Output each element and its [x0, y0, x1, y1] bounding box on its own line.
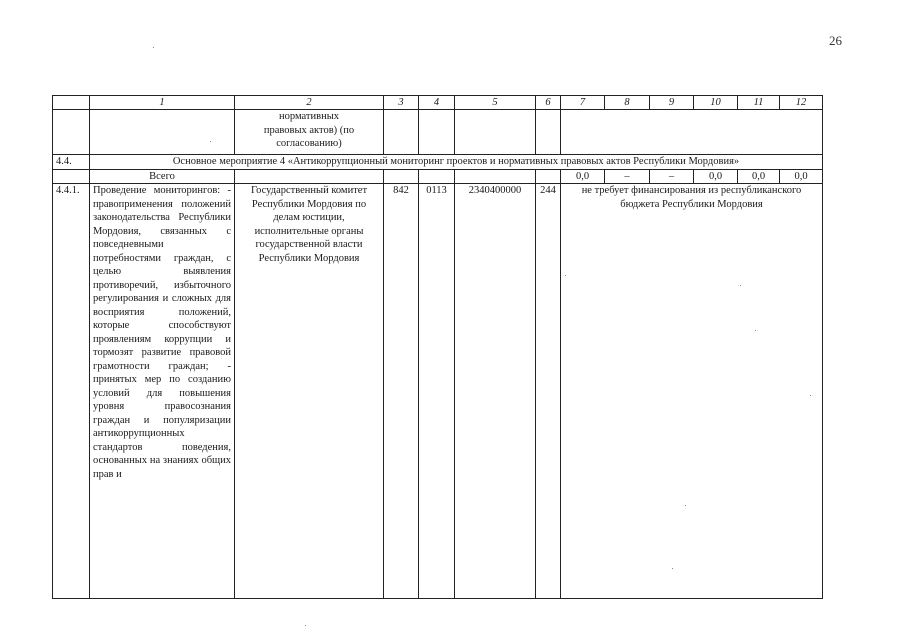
- total-row: [53, 169, 823, 184]
- cell: [536, 169, 561, 184]
- total-value: 0,0: [780, 169, 823, 184]
- cell: [419, 110, 455, 155]
- continuation-row: [53, 110, 823, 155]
- cell: [53, 169, 90, 184]
- header-cell: 3: [384, 96, 419, 110]
- scan-speck: [672, 568, 673, 569]
- header-cell: 4: [419, 96, 455, 110]
- cell: [235, 169, 384, 184]
- executor-continuation: нормативных правовых актов) (по согласованию): [235, 110, 384, 155]
- scan-speck: [755, 330, 756, 331]
- section-number: 4.4.: [53, 155, 90, 170]
- cell: [561, 110, 823, 155]
- item-vr: 244: [536, 184, 561, 599]
- total-value: 0,0: [694, 169, 738, 184]
- header-cell: 10: [694, 96, 738, 110]
- header-cell: 9: [650, 96, 694, 110]
- scan-speck: [565, 275, 566, 276]
- item-executor: Государственный комитет Республики Мордовия по делам юстиции, исполнительные органы государственной власти Республики Мордовия: [235, 184, 384, 599]
- scan-speck: [685, 505, 686, 506]
- section-title: Основное мероприятие 4 «Антикоррупционный мониторинг проектов и нормативных правовых актов Республики Мордовия»: [90, 155, 823, 170]
- item-csr: 2340400000: [455, 184, 536, 599]
- program-table: [52, 95, 823, 599]
- scan-speck: [210, 141, 211, 142]
- total-value: –: [605, 169, 650, 184]
- header-cell: 2: [235, 96, 384, 110]
- item-grbs: 842: [384, 184, 419, 599]
- cell: [384, 169, 419, 184]
- header-cell: 11: [738, 96, 780, 110]
- total-value: 0,0: [561, 169, 605, 184]
- header-cell: 1: [90, 96, 235, 110]
- header-cell: 6: [536, 96, 561, 110]
- cell: [90, 110, 235, 155]
- header-cell: [53, 96, 90, 110]
- scan-speck: [740, 285, 741, 286]
- cell: [455, 169, 536, 184]
- page-number: 26: [829, 33, 842, 48]
- total-value: –: [650, 169, 694, 184]
- item-number: 4.4.1.: [53, 184, 90, 599]
- header-cell: 12: [780, 96, 823, 110]
- cell: [53, 110, 90, 155]
- total-value: 0,0: [738, 169, 780, 184]
- item-row: [53, 184, 823, 599]
- header-row: [53, 96, 823, 110]
- cell: [384, 110, 419, 155]
- scan-speck: [153, 47, 154, 48]
- item-name: Проведение мониторингов: - правоприменения положений законодательства Республики Мордовия, связанных с повседневными потребностями граждан, с целью выявления противоречий, избыточного регулирования и сложных для восприятия положений, которые способствуют проявлениям коррупции и тормозят развитие правовой грамотности граждан; - принятых мер по созданию условий для повышения уровня правосознания граждан и популяризации антикоррупционных стандартов поведения, основанных на знаниях общих прав и: [90, 184, 235, 599]
- item-financing: не требует финансирования из республиканского бюджета Республики Мордовия: [561, 184, 823, 599]
- section-row: [53, 155, 823, 170]
- item-rzpr: 0113: [419, 184, 455, 599]
- total-label: Всего: [90, 169, 235, 184]
- cell: [419, 169, 455, 184]
- cell: [455, 110, 536, 155]
- header-cell: 5: [455, 96, 536, 110]
- scan-speck: [810, 395, 811, 396]
- header-cell: 7: [561, 96, 605, 110]
- scan-speck: [305, 625, 306, 626]
- cell: [536, 110, 561, 155]
- header-cell: 8: [605, 96, 650, 110]
